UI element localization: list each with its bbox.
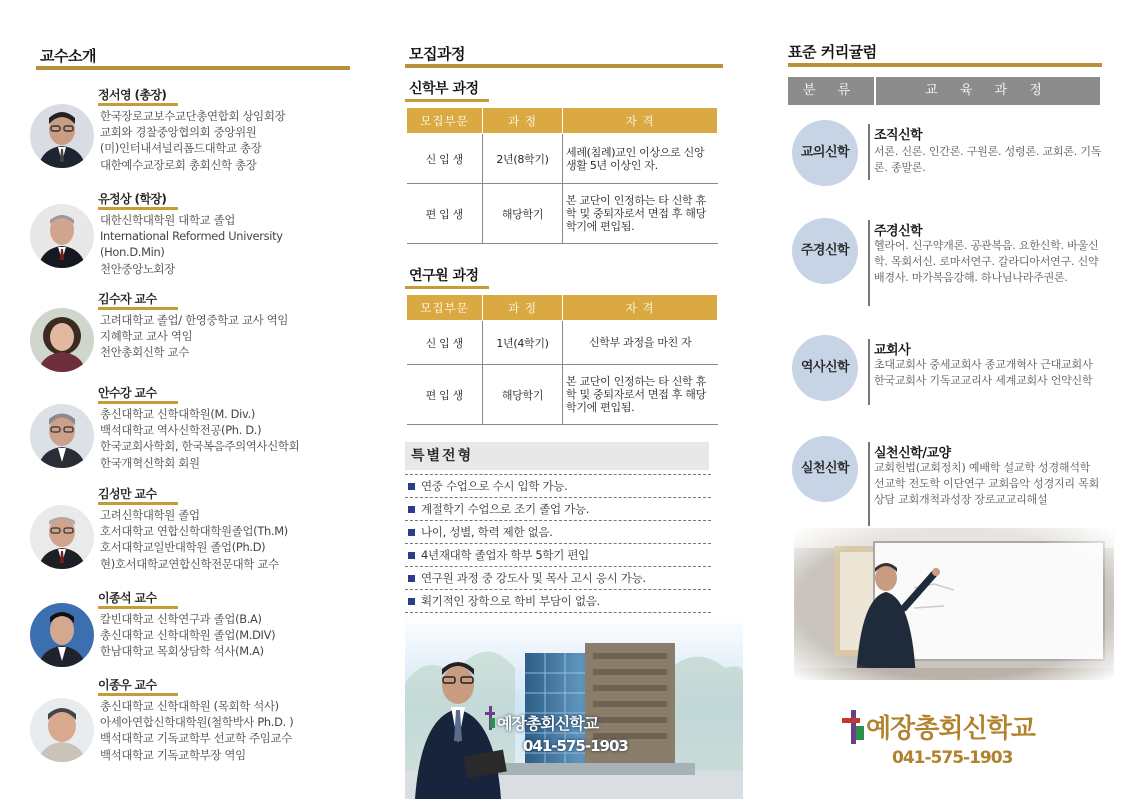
professor-name-bar [98,401,178,404]
category-name: 교회사 [874,343,911,358]
professor-name-bar [98,693,178,696]
list-item: 나이, 성별, 학력 제한 없음. [405,521,711,544]
professor-name-bar [98,103,178,106]
bullet-square-icon [408,552,415,559]
curriculum-category-header: 분 류 [788,77,874,105]
career-line: 지혜학교 교사 역임 [100,329,193,344]
table-cell: 신 입 생 [407,321,483,365]
table-header: 모집부문 [407,295,483,321]
professor-photo [30,698,94,762]
special-admission-list [405,474,711,613]
career-line: 아세아연합신학대학원(철학박사 Ph.D. ) [100,715,294,730]
bullet-square-icon [408,575,415,582]
banner-school-name: 예장총회신학교 [497,714,599,733]
category-description: 헬라어. 신구약개론. 공관복음. 요한신학. 바울신학. 목회서신. 로마서연구. 갈라디아서연구. 신약배경사. 마가복음강해. 하나님나라주권론. [874,239,1099,284]
professor-photo [30,308,94,372]
professor-name: 안수강 교수 [98,386,157,400]
list-item: 4년재대학 졸업자 학부 5학기 편입 [405,544,711,567]
category-circle: 교의신학 [792,120,858,186]
table-row [407,365,718,425]
professors-panel [30,0,352,799]
special-admission-title: 특별전형 [405,442,709,470]
theology-course-rule [405,99,489,102]
bullet-square-icon [408,598,415,605]
professor-career [100,108,285,173]
professor-career [100,611,275,660]
career-line: 호서대학교 연합신학대학원졸업(Th.M) [100,524,288,539]
bullet-square-icon [408,529,415,536]
professor-name: 이종석 교수 [98,591,157,605]
professors-rule [36,66,350,70]
table-cell: 신학부 과정을 마친 자 [563,321,718,365]
professor-name-bar [98,207,178,210]
professors-title: 교수소개 [40,47,96,65]
career-line: 대한신학대학원 대학교 졸업 [100,213,236,227]
career-line: 백석대학교 기독교학부장 역임 [100,747,246,762]
career-line: 천안중앙노회장 [100,261,175,276]
professor-photo [30,603,94,667]
table-cell: 신 입 생 [407,134,483,184]
table-cell: 본 교단이 인정하는 타 신학 휴학 및 중퇴자로서 면접 후 해당 학기에 편입됨. [563,184,718,244]
recruit-panel [405,0,725,799]
list-item: 연구원 과정 중 강도사 및 목사 고시 응시 가능. [405,567,711,590]
theology-table [406,107,718,244]
professor-photo [30,204,94,268]
list-item: 연중 수업으로 수시 입학 가능. [405,475,711,498]
table-cell: 본 교단이 인정하는 타 신학 휴학 및 중퇴자로서 면접 후 해당 학기에 편입됨. [563,365,718,425]
career-line: 대한예수교장로회 총회신학 총장 [100,157,257,172]
category-divider [868,220,870,306]
table-cell: 2년(8학기) [483,134,563,184]
table-cell: 해당학기 [483,365,563,425]
table-header: 과 정 [483,108,563,134]
career-line: 총신대학교 신학대학원 졸업(M.DIV) [100,628,276,643]
professor-career [100,406,299,471]
career-line: 총신대학교 신학대학원 (목회학 석사) [100,699,279,713]
professor-career [100,507,288,572]
career-line: 칼빈대학교 신학연구과 졸업(B.A) [100,612,262,626]
category-name: 조직신학 [874,128,923,143]
category-circle: 역사신학 [792,335,858,401]
career-line: 한국교회사학회, 한국복음주의역사신학회 [100,439,300,454]
professor-photo [30,404,94,468]
professor-name: 이종우 교수 [98,678,157,692]
career-line: (미)인터내셔널리폼드대학교 총장 [100,141,262,156]
table-header: 모집부문 [407,108,483,134]
career-line: International Reformed University [100,229,283,244]
table-cell: 해당학기 [483,184,563,244]
curriculum-panel [788,0,1110,799]
school-logo-icon [842,708,868,744]
professor-name: 김수자 교수 [98,292,157,306]
career-line: 총신대학교 신학대학원(M. Div.) [100,407,256,421]
professor-name-bar [98,606,178,609]
career-line: 천안총회신학 교수 [100,345,189,360]
professor-career [100,212,283,277]
theology-course-title: 신학부 과정 [409,81,479,97]
lecture-photo [794,528,1114,680]
career-line: 한남대학교 목회상담학 석사(M.A) [100,644,264,659]
research-table [406,294,718,425]
professor-career [100,698,293,763]
career-line: 교회와 경찰중앙협의회 중앙위원 [100,125,257,140]
professor-name-bar [98,307,178,310]
table-row [407,134,718,184]
category-divider [868,124,870,180]
category-circle: 실천신학 [792,436,858,502]
professor-career [100,312,288,361]
campus-banner [405,613,743,799]
table-cell: 1년(4학기) [483,321,563,365]
recruit-title: 모집과정 [409,45,465,63]
table-cell: 편 입 생 [407,365,483,425]
career-line: 현)호서대학교연합신학전문대학 교수 [100,556,279,571]
curriculum-course-header: 교 육 과 정 [876,77,1100,105]
list-item: 계절학기 수업으로 조기 졸업 가능. [405,498,711,521]
table-cell: 세례(침례)교인 이상으로 신앙생활 5년 이상인 자. [563,134,718,184]
banner-phone: 041-575-1903 [523,737,628,755]
table-header: 자 격 [563,108,718,134]
school-logo-icon [485,706,495,730]
career-line: 고려신학대학원 졸업 [100,508,200,522]
category-description: 초대교회사 중세교회사 종교개혁사 근대교회사 한국교회사 기독교교리사 세계교회사 언약신학 [874,358,1093,387]
category-name: 주경신학 [874,224,923,239]
career-line: 백석대학교 역사신학전공(Ph. D.) [100,423,262,438]
category-circle: 주경신학 [792,218,858,284]
list-item: 획기적인 장학으로 학비 부담이 없음. [405,590,711,613]
professor-name: 유정상 (학장) [98,192,167,206]
professor-name-bar [98,502,178,505]
career-line: 한국개혁신학회 회원 [100,455,200,470]
category-name: 실천신학/교양 [874,446,951,461]
professor-name: 정서영 (총장) [98,88,167,102]
table-row [407,184,718,244]
career-line: 고려대학교 졸업/ 한영중학교 교사 역임 [100,313,289,327]
research-course-title: 연구원 과정 [409,268,479,284]
recruit-rule [405,64,723,68]
career-line: 백석대학교 기독교학부 선교학 주임교수 [100,731,292,746]
career-line: (Hon.D.Min) [100,245,165,260]
table-row [407,321,718,365]
professor-name: 김성만 교수 [98,487,157,501]
school-name: 예장총회신학교 [866,714,1035,744]
category-divider [868,339,870,405]
school-phone: 041-575-1903 [892,748,1013,768]
professor-photo [30,104,94,168]
campus-building-image [405,613,743,799]
research-course-rule [405,286,489,289]
bullet-square-icon [408,506,415,513]
professor-photo [30,505,94,569]
career-line: 한국장로교보수교단총연합회 상임회장 [100,109,286,123]
bullet-square-icon [408,483,415,490]
table-cell: 편 입 생 [407,184,483,244]
category-description: 서론. 신론. 인간론. 구원론. 성령론. 교회론. 기독론. 종말론. [874,145,1102,174]
curriculum-rule [788,63,1102,67]
category-divider [868,442,870,526]
table-header: 과 정 [483,295,563,321]
category-description: 교회헌법(교회정치) 예배학 설교학 성경해석학 선교학 전도학 이단연구 교회음악 성경지리 목회상담 교회개척과성장 장로교교리해설 [874,461,1100,506]
curriculum-title: 표준 커리귤럼 [788,43,877,61]
career-line: 호서대학교일반대학원 졸업(Ph.D) [100,540,266,555]
table-header: 자 격 [563,295,718,321]
